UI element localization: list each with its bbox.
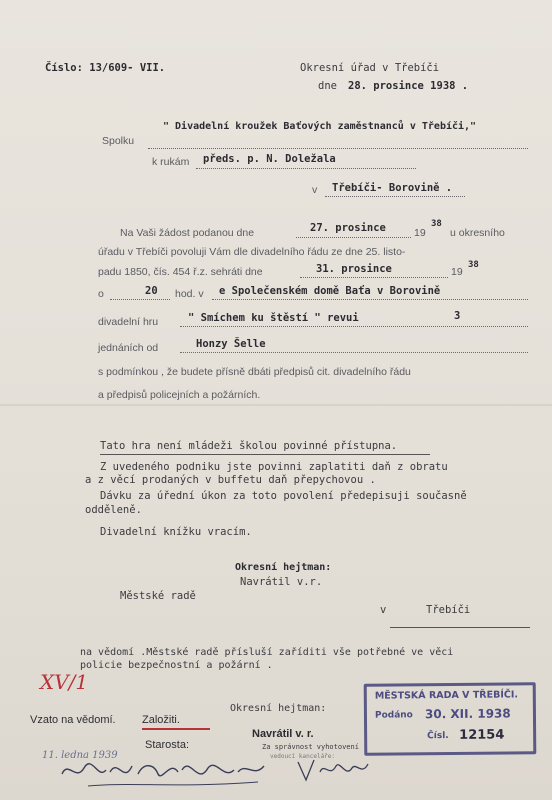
stamp-received-label: Podáno: [374, 710, 413, 721]
stamp-number: 12154: [459, 727, 505, 743]
performance-year: 38: [468, 260, 479, 270]
reference-number: Číslo: 13/609- VII.: [45, 62, 166, 74]
secretary-signature: [294, 752, 374, 786]
request-year-prefix: 19: [414, 227, 426, 239]
red-margin-mark: XV/1: [40, 670, 89, 694]
received-note: Vzato na vědomí.: [30, 714, 116, 726]
paper-fold: [0, 404, 552, 406]
condition-line-2: a předpisů policejních a požárních.: [98, 389, 261, 401]
mayor-signature: [58, 752, 288, 792]
request-text: Na Vaši žádost podanou dne: [120, 227, 255, 239]
spolku-label: Spolku: [102, 135, 135, 147]
file-instruction: Založiti.: [142, 714, 180, 726]
youth-notice: Tato hra není mládeži školou povinné přístupna.: [100, 440, 398, 452]
signature-title: Okresní hejtman:: [235, 562, 332, 573]
recipient-place: Třebíči: [426, 604, 471, 616]
date-prefix: dne: [318, 80, 337, 92]
play-title: " Smíchem ku štěstí " revui: [188, 312, 359, 324]
performance-year-prefix: 19: [451, 266, 463, 278]
play-label: divadelní hru: [98, 316, 159, 328]
request-text-end: u okresního: [450, 227, 505, 239]
recipient-label: Městské radě: [120, 590, 196, 602]
request-date-dots: [296, 237, 411, 238]
place-dotted-line: [325, 196, 465, 197]
youth-underline: [100, 454, 430, 455]
info-line-1: na vědomí .Městské radě přísluší zaříditi vše potřebné ve věci: [80, 647, 454, 658]
performance-hour: 20: [145, 285, 158, 297]
handwritten-date: 11. ledna 1939: [42, 750, 118, 761]
acts-count: 3: [454, 310, 461, 322]
performance-date: 31. prosince: [316, 263, 392, 275]
booklet-return: Divadelní knížku vracím.: [100, 526, 252, 538]
permit-line-3: padu 1850, čís. 454 ř.z. sehráti dne: [98, 266, 263, 278]
stamp-number-label: Čísl.: [427, 731, 449, 742]
author-label: jednáních od: [98, 342, 159, 354]
stamp-line-1: MĚSTSKÁ RADA V TŘEBÍČI.: [374, 689, 519, 702]
club-dotted-line: [148, 148, 528, 149]
info-line-2: policie bezpečnostní a požární .: [80, 660, 273, 671]
chairman-dotted-line: [196, 168, 416, 169]
tax-line-1: Z uvedeného podniku jste povinni zaplatiti daň z obratu: [100, 461, 448, 473]
tax-line-2: a z věcí prodaných v buffetu daň přepychovou .: [85, 474, 376, 486]
recipient-place-prefix: v: [380, 604, 387, 616]
signature-name: Navrátil v.r.: [240, 576, 323, 588]
red-underline: [142, 728, 210, 730]
permit-line-2: úřadu v Třebíči povoluji Vám dle divadelního řádu ze dne 25. listo-: [98, 246, 406, 258]
performance-date-dots: [300, 277, 448, 278]
performance-venue: e Společenském domě Baťa v Borovině: [219, 285, 441, 297]
correctness-line-1: Za správnost vyhotovení: [262, 743, 359, 751]
office-name: Okresní úřad v Třebíči: [300, 62, 440, 74]
author-dots: [180, 352, 528, 353]
correctness-line-2: vedoucí kanceláře:: [270, 753, 336, 760]
mayor-label: Starosta:: [145, 739, 190, 751]
rukam-label: k rukám: [152, 156, 190, 168]
recipient-underline: [390, 627, 530, 628]
fee-line-2: odděleně.: [85, 504, 142, 516]
play-author: Honzy Šelle: [196, 338, 266, 350]
venue-dots: [212, 299, 528, 300]
hour-prefix: o: [98, 288, 104, 300]
hour-suffix: hod. v: [175, 288, 204, 300]
letter-date: 28. prosince 1938 .: [348, 80, 469, 92]
condition-line-1: s podmínkou , že budete přísně dbáti předpisů cit. divadelního řádu: [98, 366, 411, 378]
request-year: 38: [431, 219, 442, 229]
place-prefix: v: [312, 184, 318, 196]
club-place: Třebíči- Borovině .: [332, 182, 453, 194]
hour-dots: [110, 299, 170, 300]
stamp-received-date: 30. XII. 1938: [424, 706, 511, 722]
bottom-hejtman: Okresní hejtman:: [230, 703, 327, 714]
request-date: 27. prosince: [310, 222, 386, 234]
chairman-name: předs. p. N. Doležala: [203, 153, 336, 165]
play-dots: [180, 326, 528, 327]
fee-line-1: Dávku za úřední úkon za toto povolení předepisuji současně: [100, 490, 467, 502]
bottom-navratil: Navrátil v. r.: [252, 728, 314, 740]
club-name: " Divadelní kroužek Baťových zaměstnanců v Třebíči,": [163, 121, 477, 132]
city-council-stamp: [364, 682, 537, 755]
